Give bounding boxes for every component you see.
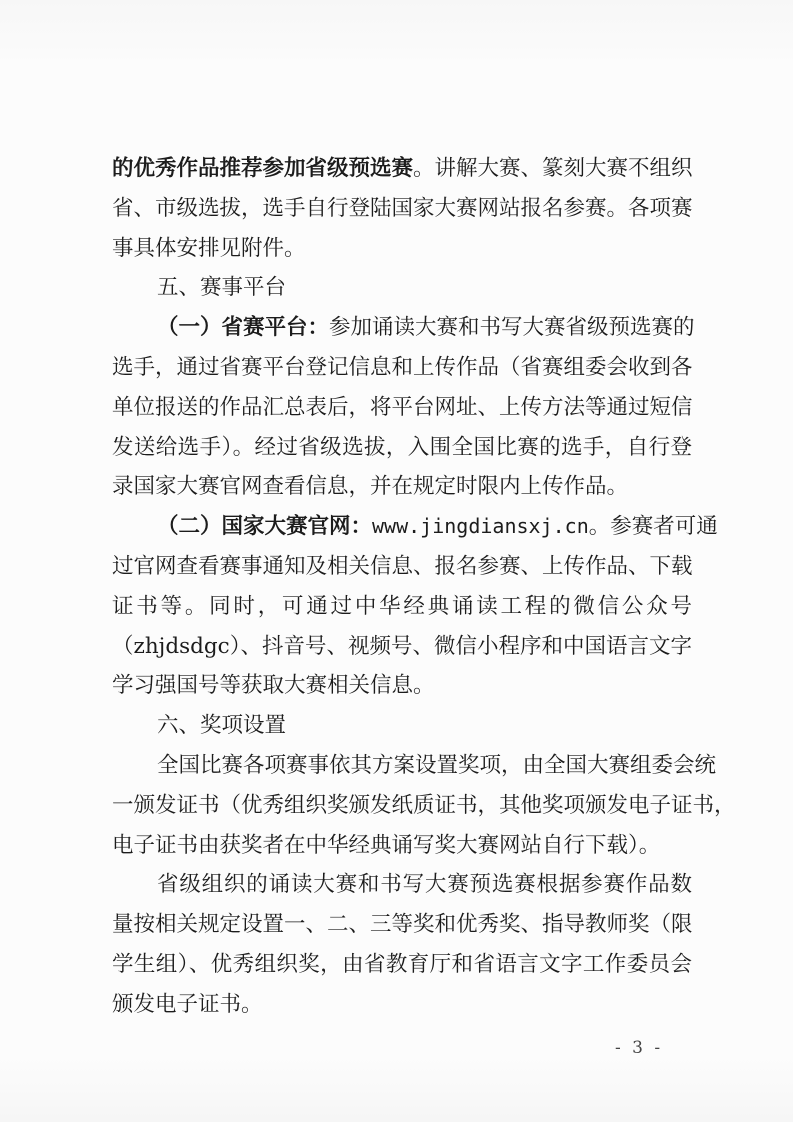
paragraph-line: 全国比赛各项赛事依其方案设置奖项，由全国大赛组委会统 <box>157 752 717 778</box>
subheading-national-site: （二）国家大赛官网： <box>157 514 373 540</box>
paragraph-line: 单位报送的作品汇总表后，将平台网址、上传方法等通过短信 <box>112 394 693 420</box>
paragraph-line <box>112 507 718 547</box>
paragraph-line: 量按相关规定设置一、二、三等奖和优秀奖、指导教师奖（限 <box>112 912 693 938</box>
paragraph-line: 省、市级选拔，选手自行登陆国家大赛网站报名参赛。各项赛 <box>112 195 693 221</box>
paragraph-line <box>112 149 692 189</box>
paragraph-line: 过官网查看赛事通知及相关信息、报名参赛、上传作品、下载 <box>112 553 693 579</box>
bold-phrase: 的优秀作品推荐参加省级预选赛 <box>112 156 414 181</box>
paragraph-line: 事具体安排见附件。 <box>112 235 306 261</box>
website-url: www.jingdiansxj.cn <box>372 514 589 539</box>
text-run: 。参赛者可通 <box>588 514 718 540</box>
paragraph-line: 录国家大赛官网查看信息，并在规定时限内上传作品。 <box>112 474 629 500</box>
section-heading-5: 五、赛事平台 <box>157 275 287 301</box>
page-number: - 3 - <box>615 1038 664 1058</box>
document-body <box>112 149 736 1025</box>
paragraph-line: 证书等。同时，可通过中华经典诵读工程的微信公众号 <box>112 593 692 619</box>
paragraph-line: 颁发电子证书。 <box>112 991 263 1017</box>
paragraph-line: 发送给选手）。经过省级选拔，入围全国比赛的选手，自行登 <box>112 434 692 460</box>
paragraph-line <box>112 308 695 348</box>
text-run: 参加诵读大赛和书写大赛省级预选赛的 <box>329 315 695 341</box>
paragraph-line: 学习强国号等获取大赛相关信息。 <box>112 673 435 699</box>
paragraph-line: 选手，通过省赛平台登记信息和上传作品（省赛组委会收到各 <box>112 354 693 380</box>
paragraph-line: 学生组）、优秀组织奖，由省教育厅和省语言文字工作委员会 <box>112 951 692 977</box>
subheading-provincial-platform: （一）省赛平台： <box>157 315 330 341</box>
paragraph-line: （zhjdsdgc）、抖音号、视频号、微信小程序和中国语言文字 <box>112 633 692 659</box>
paragraph-line: 一颁发证书（优秀组织奖颁发纸质证书，其他奖项颁发电子证书， <box>112 792 736 818</box>
text-run: 。讲解大赛、篆刻大赛不组织 <box>413 156 693 181</box>
section-heading-6: 六、奖项设置 <box>157 713 287 739</box>
paragraph-line: 省级组织的诵读大赛和书写大赛预选赛根据参赛作品数 <box>157 872 692 898</box>
paragraph-line: 电子证书由获奖者在中华经典诵写奖大赛网站自行下载）。 <box>112 832 661 858</box>
